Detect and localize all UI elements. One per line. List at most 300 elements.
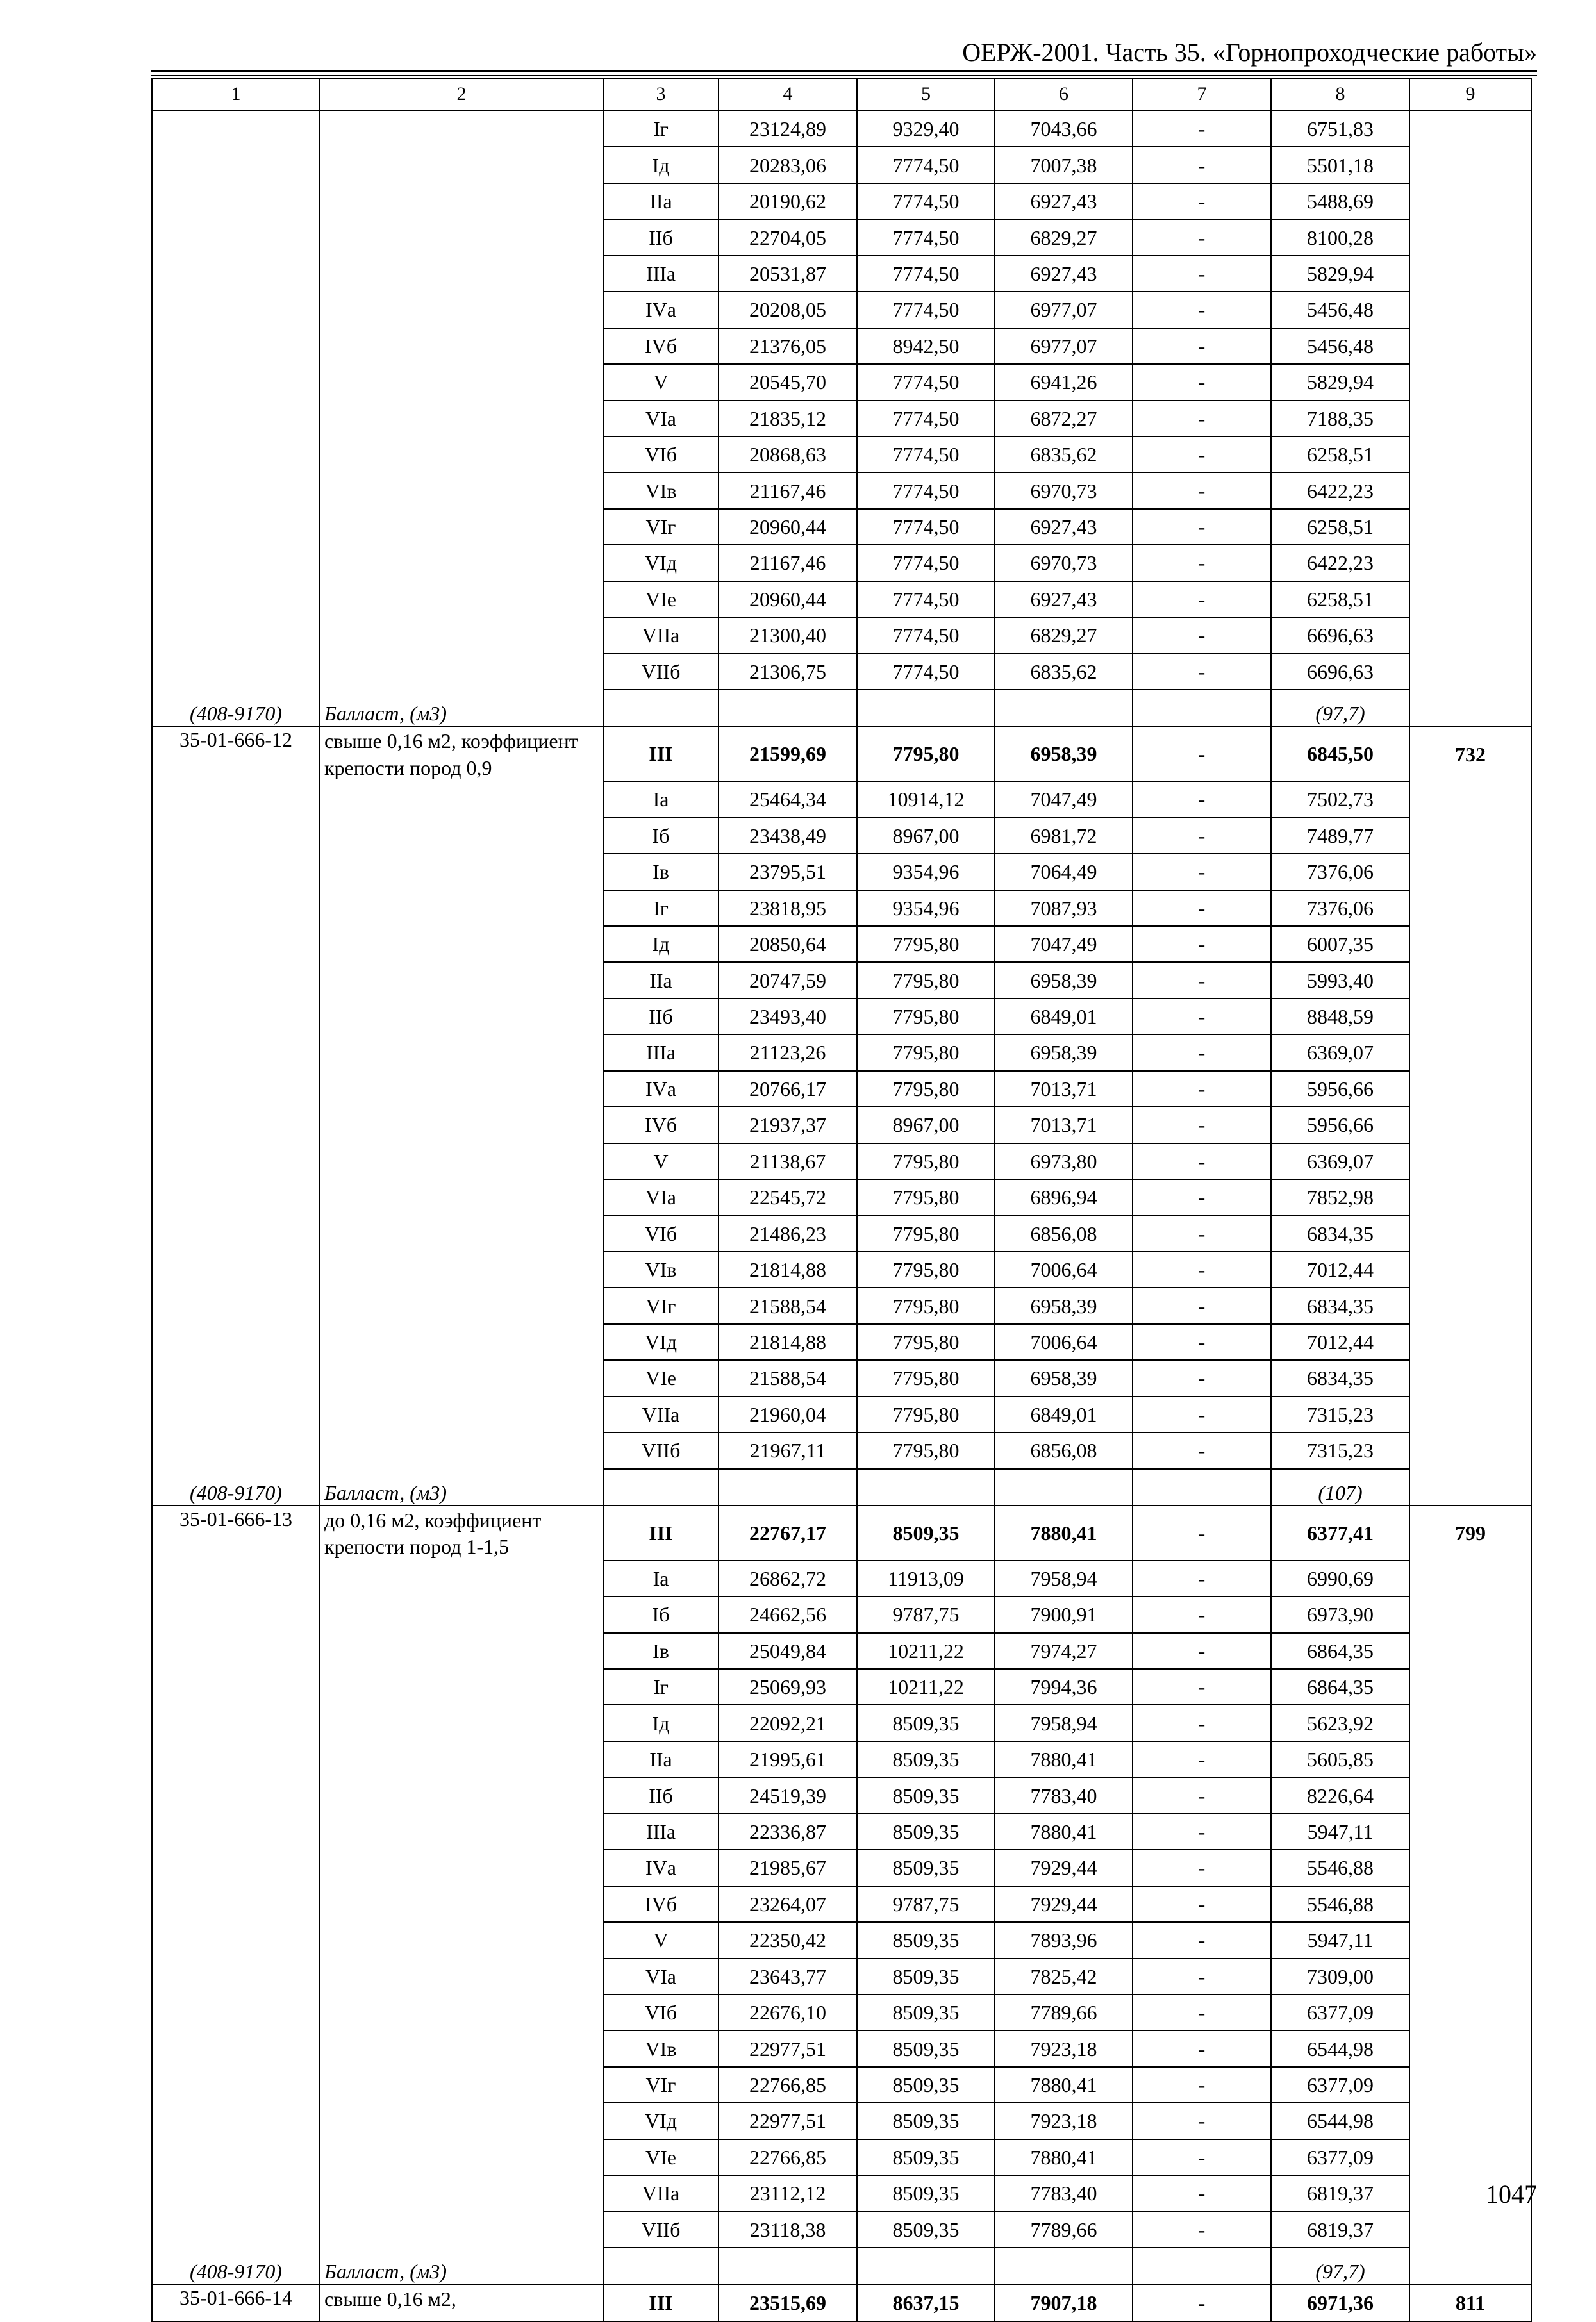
total-cell: [1409, 1071, 1531, 1107]
value-cell: 24519,39: [719, 1777, 857, 1813]
ballast-row: [152, 1469, 1531, 1505]
value-cell: 7309,00: [1271, 1959, 1409, 1994]
table-row: [152, 401, 1531, 436]
value-cell: -: [1133, 999, 1271, 1034]
empty-cell: [1133, 690, 1271, 726]
value-cell: 6544,98: [1271, 2103, 1409, 2139]
value-cell: 7047,49: [995, 926, 1133, 962]
table-row: [152, 2139, 1531, 2175]
value-cell: 23643,77: [719, 1959, 857, 1994]
value-cell: 7795,80: [857, 1432, 995, 1468]
table-row: [152, 1397, 1531, 1432]
zone-cell: IIа: [603, 183, 719, 219]
value-cell: -: [1133, 1324, 1271, 1360]
total-cell: [1409, 1252, 1531, 1288]
table-row: [152, 1994, 1531, 2030]
zone-cell: IVб: [603, 328, 719, 364]
value-cell: -: [1133, 1034, 1271, 1070]
code-cell: [152, 401, 320, 436]
value-cell: -: [1133, 654, 1271, 690]
value-cell: -: [1133, 2067, 1271, 2103]
value-cell: 6958,39: [995, 726, 1133, 781]
total-cell: [1409, 1777, 1531, 1813]
table-row: [152, 1360, 1531, 1396]
value-cell: 8509,35: [857, 1850, 995, 1886]
value-cell: 7795,80: [857, 926, 995, 962]
table-row: [152, 2212, 1531, 2248]
value-cell: -: [1133, 726, 1271, 781]
total-cell: [1409, 1633, 1531, 1669]
value-cell: -: [1133, 2030, 1271, 2066]
value-cell: 7315,23: [1271, 1397, 1409, 1432]
value-cell: 7974,27: [995, 1633, 1133, 1669]
value-cell: -: [1133, 401, 1271, 436]
total-cell: [1409, 1705, 1531, 1741]
code-cell: [152, 2212, 320, 2248]
zone-cell: IIIа: [603, 256, 719, 292]
value-cell: -: [1133, 1777, 1271, 1813]
code-cell: [152, 1922, 320, 1958]
description-cell: [320, 1959, 603, 1994]
code-cell: [152, 110, 320, 147]
page-header-title: ОЕРЖ-2001. Часть 35. «Горнопроходческие работы»: [962, 38, 1537, 67]
description-cell: [320, 2030, 603, 2066]
value-cell: 22545,72: [719, 1179, 857, 1215]
total-cell: [1409, 401, 1531, 436]
value-cell: 6258,51: [1271, 509, 1409, 545]
value-cell: -: [1133, 256, 1271, 292]
value-cell: 7795,80: [857, 1397, 995, 1432]
value-cell: 7047,49: [995, 781, 1133, 817]
table-row: [152, 1669, 1531, 1705]
zone-cell: IIб: [603, 219, 719, 255]
value-cell: -: [1133, 1505, 1271, 1561]
value-cell: 22676,10: [719, 1994, 857, 2030]
code-cell: [152, 1252, 320, 1288]
total-cell: [1409, 147, 1531, 183]
zone-cell: VIIб: [603, 654, 719, 690]
value-cell: 7880,41: [995, 2139, 1133, 2175]
description-cell: [320, 110, 603, 147]
value-cell: 5956,66: [1271, 1071, 1409, 1107]
zone-cell: VIIб: [603, 2212, 719, 2248]
value-cell: 6864,35: [1271, 1633, 1409, 1669]
value-cell: 8509,35: [857, 2067, 995, 2103]
description-cell: [320, 926, 603, 962]
value-cell: -: [1133, 1633, 1271, 1669]
code-cell: [152, 1596, 320, 1632]
zone-cell: Iг: [603, 890, 719, 926]
value-cell: 7774,50: [857, 654, 995, 690]
value-cell: 21588,54: [719, 1288, 857, 1323]
table-row: [152, 2175, 1531, 2211]
value-cell: 6927,43: [995, 183, 1133, 219]
code-cell: [152, 1669, 320, 1705]
value-cell: 6007,35: [1271, 926, 1409, 962]
code-cell: [152, 1994, 320, 2030]
zone-cell: IVа: [603, 1850, 719, 1886]
zone-cell: VIIа: [603, 2175, 719, 2211]
code-cell: 35-01-666-13: [152, 1505, 320, 1561]
value-cell: 8509,35: [857, 1922, 995, 1958]
value-cell: 6422,23: [1271, 545, 1409, 581]
total-cell: [1409, 436, 1531, 472]
value-cell: -: [1133, 1741, 1271, 1777]
value-cell: 6981,72: [995, 818, 1133, 854]
value-cell: 7774,50: [857, 219, 995, 255]
code-cell: [152, 617, 320, 653]
value-cell: -: [1133, 2139, 1271, 2175]
empty-cell: [719, 2248, 857, 2284]
description-cell: [320, 581, 603, 617]
empty-cell: [719, 1469, 857, 1505]
description-cell: [320, 219, 603, 255]
table-row: [152, 1561, 1531, 1596]
ballast-row: [152, 690, 1531, 726]
total-cell: [1409, 1179, 1531, 1215]
description-cell: до 0,16 м2, коэффициент крепости пород 1-1,5: [320, 1505, 603, 1561]
value-cell: 6864,35: [1271, 1669, 1409, 1705]
value-cell: -: [1133, 617, 1271, 653]
description-cell: [320, 2103, 603, 2139]
total-cell: [1409, 1324, 1531, 1360]
total-cell: [1409, 1886, 1531, 1922]
value-cell: 21588,54: [719, 1360, 857, 1396]
zone-cell: Iв: [603, 854, 719, 890]
value-cell: 7795,80: [857, 1215, 995, 1251]
value-cell: 7376,06: [1271, 854, 1409, 890]
total-cell: 811: [1409, 2284, 1531, 2321]
description-cell: [320, 2175, 603, 2211]
code-cell: 35-01-666-12: [152, 726, 320, 781]
zone-cell: VIа: [603, 1179, 719, 1215]
zone-cell: III: [603, 2284, 719, 2321]
code-cell: [152, 328, 320, 364]
value-cell: 5829,94: [1271, 256, 1409, 292]
header-rule: [151, 70, 1537, 72]
value-cell: 6971,36: [1271, 2284, 1409, 2321]
empty-cell: [719, 690, 857, 726]
total-cell: [1409, 1741, 1531, 1777]
code-cell: [152, 1741, 320, 1777]
value-cell: 20531,87: [719, 256, 857, 292]
value-cell: 5456,48: [1271, 328, 1409, 364]
zone-cell: VIе: [603, 1360, 719, 1396]
value-cell: 7880,41: [995, 1814, 1133, 1850]
value-cell: -: [1133, 1959, 1271, 1994]
value-cell: 21814,88: [719, 1324, 857, 1360]
value-cell: 7795,80: [857, 1360, 995, 1396]
value-cell: 6377,09: [1271, 1994, 1409, 2030]
zone-cell: VIв: [603, 472, 719, 508]
column-number: 5: [857, 78, 995, 110]
value-cell: 21138,67: [719, 1143, 857, 1179]
code-cell: [152, 1432, 320, 1468]
column-number: 9: [1409, 78, 1531, 110]
code-cell: [152, 1324, 320, 1360]
value-cell: 9329,40: [857, 110, 995, 147]
code-cell: [152, 781, 320, 817]
value-cell: 20868,63: [719, 436, 857, 472]
ballast-label: Балласт, (м3): [320, 2248, 603, 2284]
value-cell: 7774,50: [857, 509, 995, 545]
zone-cell: VIIа: [603, 1397, 719, 1432]
table-row: [152, 1814, 1531, 1850]
value-cell: 23118,38: [719, 2212, 857, 2248]
table-row: [152, 1143, 1531, 1179]
table-row: [152, 654, 1531, 690]
value-cell: -: [1133, 1360, 1271, 1396]
value-cell: 6977,07: [995, 328, 1133, 364]
value-cell: 6973,90: [1271, 1596, 1409, 1632]
total-cell: [1409, 999, 1531, 1034]
table-row: [152, 256, 1531, 292]
zone-cell: Iд: [603, 147, 719, 183]
value-cell: -: [1133, 1561, 1271, 1596]
table-row: [152, 1596, 1531, 1632]
value-cell: 6856,08: [995, 1432, 1133, 1468]
zone-cell: Iб: [603, 1596, 719, 1632]
description-cell: [320, 472, 603, 508]
value-cell: -: [1133, 1215, 1271, 1251]
code-cell: [152, 1143, 320, 1179]
code-cell: [152, 1360, 320, 1396]
zone-cell: V: [603, 364, 719, 400]
code-cell: [152, 999, 320, 1034]
value-cell: 21376,05: [719, 328, 857, 364]
code-cell: 35-01-666-14: [152, 2284, 320, 2321]
value-cell: 9354,96: [857, 854, 995, 890]
code-cell: [152, 1814, 320, 1850]
value-cell: 7012,44: [1271, 1324, 1409, 1360]
code-cell: [152, 1034, 320, 1070]
value-cell: -: [1133, 472, 1271, 508]
value-cell: 7087,93: [995, 890, 1133, 926]
value-cell: 5829,94: [1271, 364, 1409, 400]
value-cell: -: [1133, 1814, 1271, 1850]
zone-cell: IIб: [603, 999, 719, 1034]
table-row: [152, 436, 1531, 472]
value-cell: -: [1133, 364, 1271, 400]
total-cell: [1409, 1215, 1531, 1251]
empty-cell: [1409, 2248, 1531, 2284]
value-cell: -: [1133, 436, 1271, 472]
value-cell: 10211,22: [857, 1633, 995, 1669]
value-cell: 7774,50: [857, 183, 995, 219]
zone-cell: VIIа: [603, 617, 719, 653]
value-cell: 7900,91: [995, 1596, 1133, 1632]
table-row: [152, 1324, 1531, 1360]
value-cell: 20960,44: [719, 509, 857, 545]
value-cell: 7880,41: [995, 1741, 1133, 1777]
table-row: [152, 1741, 1531, 1777]
description-cell: [320, 617, 603, 653]
zone-cell: Iд: [603, 926, 719, 962]
value-cell: -: [1133, 2212, 1271, 2248]
description-cell: [320, 292, 603, 328]
value-cell: 24662,56: [719, 1596, 857, 1632]
zone-cell: IIIа: [603, 1814, 719, 1850]
total-cell: [1409, 2103, 1531, 2139]
value-cell: 6696,63: [1271, 654, 1409, 690]
total-cell: [1409, 2067, 1531, 2103]
value-cell: 7795,80: [857, 1252, 995, 1288]
value-cell: 7795,80: [857, 1179, 995, 1215]
zone-cell: VIв: [603, 1252, 719, 1288]
total-cell: [1409, 1432, 1531, 1468]
value-cell: 7012,44: [1271, 1252, 1409, 1288]
code-cell: [152, 2175, 320, 2211]
zone-cell: VIд: [603, 2103, 719, 2139]
value-cell: 6970,73: [995, 545, 1133, 581]
code-cell: [152, 1561, 320, 1596]
ballast-value: (107): [1271, 1469, 1409, 1505]
value-cell: 7376,06: [1271, 890, 1409, 926]
zone-cell: III: [603, 726, 719, 781]
ballast-value: (97,7): [1271, 2248, 1409, 2284]
value-cell: -: [1133, 2175, 1271, 2211]
empty-cell: [995, 1469, 1133, 1505]
value-cell: 6829,27: [995, 219, 1133, 255]
total-cell: [1409, 1850, 1531, 1886]
value-cell: 6819,37: [1271, 2212, 1409, 2248]
value-cell: 7774,50: [857, 256, 995, 292]
code-cell: [152, 926, 320, 962]
total-cell: [1409, 509, 1531, 545]
total-cell: [1409, 1669, 1531, 1705]
value-cell: 6258,51: [1271, 436, 1409, 472]
table-row: [152, 2030, 1531, 2066]
table-row: [152, 1633, 1531, 1669]
description-cell: [320, 1669, 603, 1705]
column-number: 2: [320, 78, 603, 110]
value-cell: 21985,67: [719, 1850, 857, 1886]
table-row: [152, 1505, 1531, 1561]
value-cell: 23795,51: [719, 854, 857, 890]
value-cell: 7006,64: [995, 1252, 1133, 1288]
value-cell: 7774,50: [857, 617, 995, 653]
empty-cell: [857, 2248, 995, 2284]
code-cell: [152, 1288, 320, 1323]
value-cell: 6896,94: [995, 1179, 1133, 1215]
value-cell: 22092,21: [719, 1705, 857, 1741]
value-cell: 20850,64: [719, 926, 857, 962]
value-cell: 22336,87: [719, 1814, 857, 1850]
value-cell: -: [1133, 1994, 1271, 2030]
value-cell: 6970,73: [995, 472, 1133, 508]
value-cell: -: [1133, 110, 1271, 147]
code-cell: [152, 219, 320, 255]
value-cell: 22766,85: [719, 2139, 857, 2175]
value-cell: 7929,44: [995, 1886, 1133, 1922]
ballast-value: (97,7): [1271, 690, 1409, 726]
value-cell: 8509,35: [857, 2212, 995, 2248]
empty-cell: [1133, 2248, 1271, 2284]
page-number: 1047: [1486, 2180, 1537, 2209]
value-cell: 6958,39: [995, 962, 1133, 998]
total-cell: [1409, 110, 1531, 147]
description-cell: [320, 256, 603, 292]
description-cell: [320, 1288, 603, 1323]
description-cell: свыше 0,16 м2,: [320, 2284, 603, 2321]
value-cell: 6845,50: [1271, 726, 1409, 781]
zone-cell: IVа: [603, 1071, 719, 1107]
value-cell: 7958,94: [995, 1705, 1133, 1741]
value-cell: 6835,62: [995, 654, 1133, 690]
zone-cell: Iд: [603, 1705, 719, 1741]
description-cell: [320, 509, 603, 545]
value-cell: 22766,85: [719, 2067, 857, 2103]
code-cell: [152, 890, 320, 926]
value-cell: 7880,41: [995, 1505, 1133, 1561]
total-cell: [1409, 890, 1531, 926]
column-number-row: [152, 78, 1531, 110]
description-cell: [320, 1814, 603, 1850]
value-cell: 23264,07: [719, 1886, 857, 1922]
description-cell: [320, 781, 603, 817]
table-row: [152, 617, 1531, 653]
total-cell: 732: [1409, 726, 1531, 781]
description-cell: [320, 1777, 603, 1813]
table-row: [152, 854, 1531, 890]
value-cell: 6377,09: [1271, 2067, 1409, 2103]
table-row: [152, 1777, 1531, 1813]
value-cell: 7774,50: [857, 292, 995, 328]
value-cell: 22767,17: [719, 1505, 857, 1561]
value-cell: 11913,09: [857, 1561, 995, 1596]
value-cell: -: [1133, 1705, 1271, 1741]
value-cell: -: [1133, 509, 1271, 545]
description-cell: [320, 328, 603, 364]
value-cell: 5546,88: [1271, 1886, 1409, 1922]
code-cell: [152, 147, 320, 183]
value-cell: 7315,23: [1271, 1432, 1409, 1468]
value-cell: 6377,09: [1271, 2139, 1409, 2175]
zone-cell: Iа: [603, 781, 719, 817]
zone-cell: IIа: [603, 1741, 719, 1777]
value-cell: 23515,69: [719, 2284, 857, 2321]
value-cell: 20190,62: [719, 183, 857, 219]
description-cell: [320, 1107, 603, 1143]
value-cell: 7774,50: [857, 472, 995, 508]
value-cell: 21937,37: [719, 1107, 857, 1143]
total-cell: [1409, 2030, 1531, 2066]
value-cell: 25464,34: [719, 781, 857, 817]
description-cell: [320, 1034, 603, 1070]
value-cell: 10211,22: [857, 1669, 995, 1705]
value-cell: -: [1133, 1252, 1271, 1288]
ballast-row: [152, 2248, 1531, 2284]
value-cell: 10914,12: [857, 781, 995, 817]
value-cell: -: [1133, 1850, 1271, 1886]
value-cell: 8509,35: [857, 1505, 995, 1561]
code-cell: [152, 818, 320, 854]
value-cell: -: [1133, 890, 1271, 926]
code-cell: [152, 854, 320, 890]
table-row: [152, 1288, 1531, 1323]
code-cell: [152, 654, 320, 690]
table-row: [152, 1179, 1531, 1215]
value-cell: 21814,88: [719, 1252, 857, 1288]
table-row: [152, 1034, 1531, 1070]
table-row: [152, 1705, 1531, 1741]
description-cell: [320, 1596, 603, 1632]
value-cell: 6990,69: [1271, 1561, 1409, 1596]
value-cell: 7923,18: [995, 2103, 1133, 2139]
empty-cell: [857, 690, 995, 726]
value-cell: 7789,66: [995, 1994, 1133, 2030]
zone-cell: Iв: [603, 1633, 719, 1669]
